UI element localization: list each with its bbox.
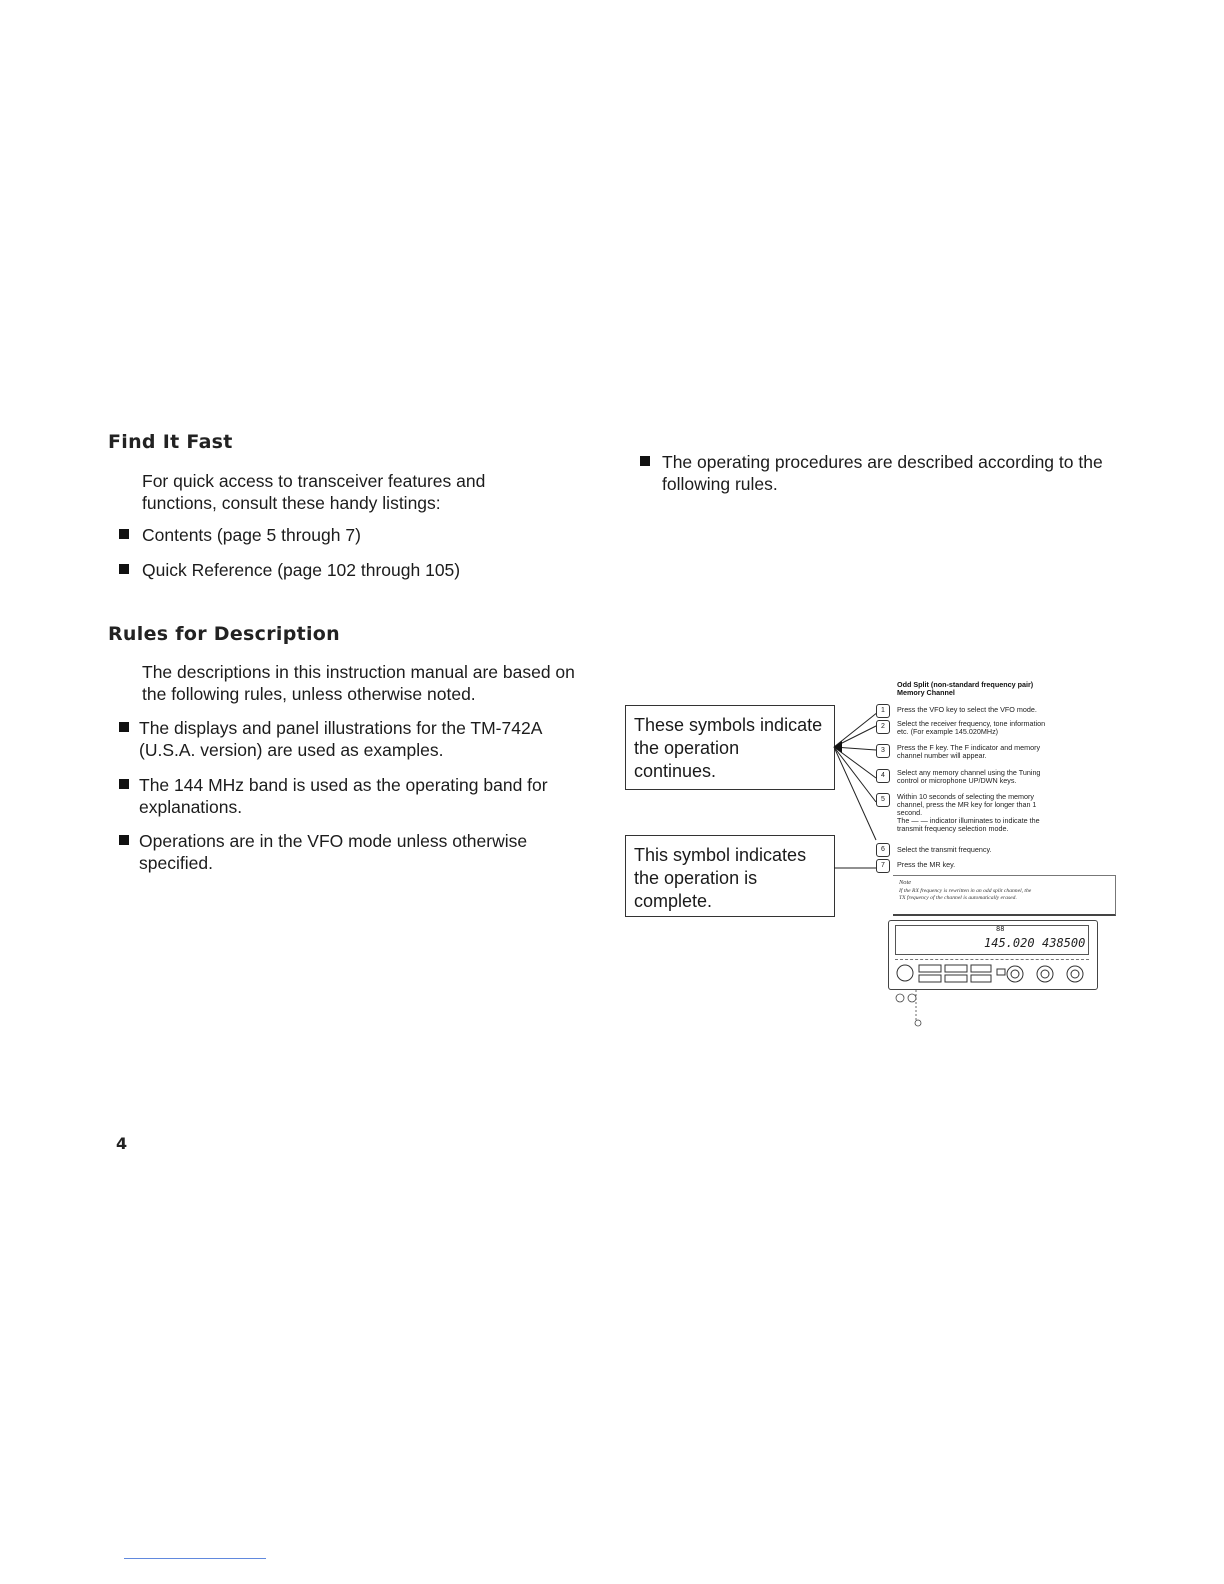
panel-controls-illustration [889, 961, 1097, 989]
bullet-square-icon [119, 779, 129, 789]
display-frequency-right: 438500 [1042, 936, 1086, 950]
bullet-square-icon [119, 564, 129, 574]
step-number-4: 4 [876, 769, 890, 783]
continue-symbol-box: These symbols indicate the operation continues. [625, 705, 835, 790]
footer-rule [124, 1558, 266, 1559]
rules-intro: The descriptions in this instruction manual are based on the following rules, unless otherwise noted. [142, 662, 575, 704]
step-text-3: Press the F key. The F indicator and memory channel number will appear. [897, 743, 1041, 760]
step-number-5: 5 [876, 793, 890, 807]
find-it-fast-heading: Find It Fast [108, 431, 233, 453]
step-text-6: Select the transmit frequency. [897, 845, 992, 854]
step-text-5: Within 10 seconds of selecting the memory channel, press the MR key for longer than 1 second. The — — indicator illuminates to indicate the transmit frequency selection mode. [897, 792, 1040, 833]
step-number-6: 6 [876, 843, 890, 857]
bullet-square-icon [119, 529, 129, 539]
find-it-fast-item-contents: Contents (page 5 through 7) [142, 525, 361, 545]
bullet-square-icon [640, 456, 650, 466]
find-it-fast-item-quick-reference: Quick Reference (page 102 through 105) [142, 560, 461, 580]
bullet-square-icon [119, 722, 129, 732]
step-number-1: 1 [876, 704, 890, 718]
step-text-7: Press the MR key. [897, 860, 956, 869]
complete-symbol-box: This symbol indicates the operation is complete. [625, 835, 835, 917]
transceiver-panel [888, 920, 1098, 990]
figure-title: Odd Split (non-standard frequency pair) Memory Channel [897, 680, 1034, 697]
rules-item-displays: The displays and panel illustrations for the TM-742A (U.S.A. version) are used as examples. [139, 718, 542, 760]
step-number-7: 7 [876, 859, 890, 873]
step-text-1: Press the VFO key to select the VFO mode. [897, 705, 1037, 714]
display-frequency-left: 145.020 [984, 936, 1035, 950]
bullet-square-icon [119, 835, 129, 845]
note-label: Note [899, 879, 912, 886]
rules-item-vfo: Operations are in the VFO mode unless otherwise specified. [139, 831, 528, 873]
step-text-2: Select the receiver frequency, tone information etc. (For example 145.020MHz) [897, 719, 1046, 736]
panel-callout-numbers [890, 990, 930, 1030]
step-text-4: Select any memory channel using the Tuning control or microphone UP/DWN keys. [897, 768, 1041, 785]
rules-heading: Rules for Description [108, 623, 340, 645]
procedures-intro: The operating procedures are described according to the following rules. [662, 452, 1103, 494]
find-it-fast-intro: For quick access to transceiver features and functions, consult these handy listings: [142, 471, 486, 513]
page-number: 4 [116, 1134, 128, 1153]
lcd-display [895, 925, 1089, 955]
step-number-3: 3 [876, 744, 890, 758]
step-number-2: 2 [876, 720, 890, 734]
channel-number: 88 [996, 925, 1005, 933]
note-text: If the RX frequency is rewritten in an odd split channel, the TX frequency of the channel is automatically erased. [899, 888, 1032, 901]
rules-item-band: The 144 MHz band is used as the operating band for explanations. [139, 775, 548, 817]
